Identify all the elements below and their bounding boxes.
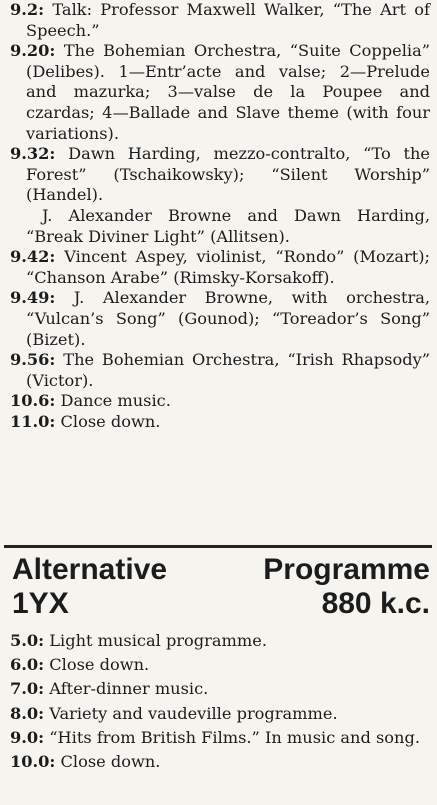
alternative-programme-heading (12, 553, 430, 621)
alternative-listing (10, 629, 430, 774)
listing-entry (10, 750, 430, 774)
entry-time: 7.0: (10, 679, 45, 699)
entry-text: Light musical programme. (44, 631, 267, 650)
section-divider (4, 545, 432, 548)
entry-time: 8.0: (10, 703, 45, 723)
heading-left: Alternative (12, 553, 168, 586)
listing-entry (10, 350, 430, 391)
station-frequency: 880 k.c. (321, 587, 430, 620)
listing-entry (10, 412, 430, 433)
entry-time: 9.32: (10, 144, 56, 164)
listing-entry (10, 702, 430, 726)
entry-time: 10.0: (10, 752, 56, 772)
listing-entry (10, 653, 430, 677)
entry-text: Dawn Harding, mezzo-contralto, “To the Forest” (Tschaikowsky); “Silent Worship” (Handel). (26, 144, 430, 205)
listing-entry (10, 629, 430, 653)
entry-time: 9.56: (10, 350, 56, 370)
entry-time: 9.49: (10, 288, 56, 308)
listing-entry (10, 0, 430, 41)
entry-text: J. Alexander Browne and Dawn Harding, “Break Diviner Light” (Allitsen). (26, 205, 430, 246)
listing-entry (10, 391, 430, 412)
entry-time: 10.6: (10, 391, 56, 411)
listing-entry (10, 41, 430, 144)
station-call-sign: 1YX (12, 587, 69, 620)
entry-text: Close down. (55, 752, 161, 772)
entry-text: Close down. (44, 655, 150, 675)
entry-text: After-dinner music. (44, 679, 209, 699)
entry-time: 9.2: (10, 0, 45, 19)
listing-entry (10, 247, 430, 288)
entry-text: The Bohemian Orchestra, “Suite Coppelia” (Delibes). 1—Entr’acte and valse; 2—Prelude and mazurka; 3—valse de la Poupee and czardas; 4—Ballade and Slave theme (with four variations). (26, 41, 430, 143)
entry-text: Close down. (55, 411, 161, 431)
listing-entry (10, 144, 430, 206)
listing-entry (10, 288, 430, 350)
listing-entry (10, 677, 430, 701)
entry-text: Variety and vaudeville programme. (44, 703, 338, 723)
entry-text: Talk: Professor Maxwell Walker, “The Art of Speech.” (26, 0, 430, 40)
entry-text: The Bohemian Orchestra, “Irish Rhapsody” (Victor). (26, 350, 430, 390)
listing-entry (10, 726, 430, 750)
entry-time: 9.42: (10, 247, 56, 267)
heading-right: Programme (263, 553, 430, 586)
entry-time: 6.0: (10, 655, 45, 675)
entry-text: “Hits from British Films.” In music and song. (44, 727, 420, 747)
entry-text: Vincent Aspey, violinist, “Rondo” (Mozart); “Chanson Arabe” (Rimsky-Korsakoff). (26, 247, 430, 287)
entry-text: Dance music. (55, 391, 171, 411)
entry-text: J. Alexander Browne, with orchestra, “Vulcan’s Song” (Gounod); “Toreador’s Song” (Bizet). (26, 288, 430, 349)
entry-time: 9.0: (10, 727, 45, 747)
entry-time: 5.0: (10, 631, 45, 650)
entry-time: 9.20: (10, 41, 56, 61)
programme-listing (10, 0, 430, 432)
listing-entry (10, 206, 430, 247)
entry-time: 11.0: (10, 411, 56, 431)
